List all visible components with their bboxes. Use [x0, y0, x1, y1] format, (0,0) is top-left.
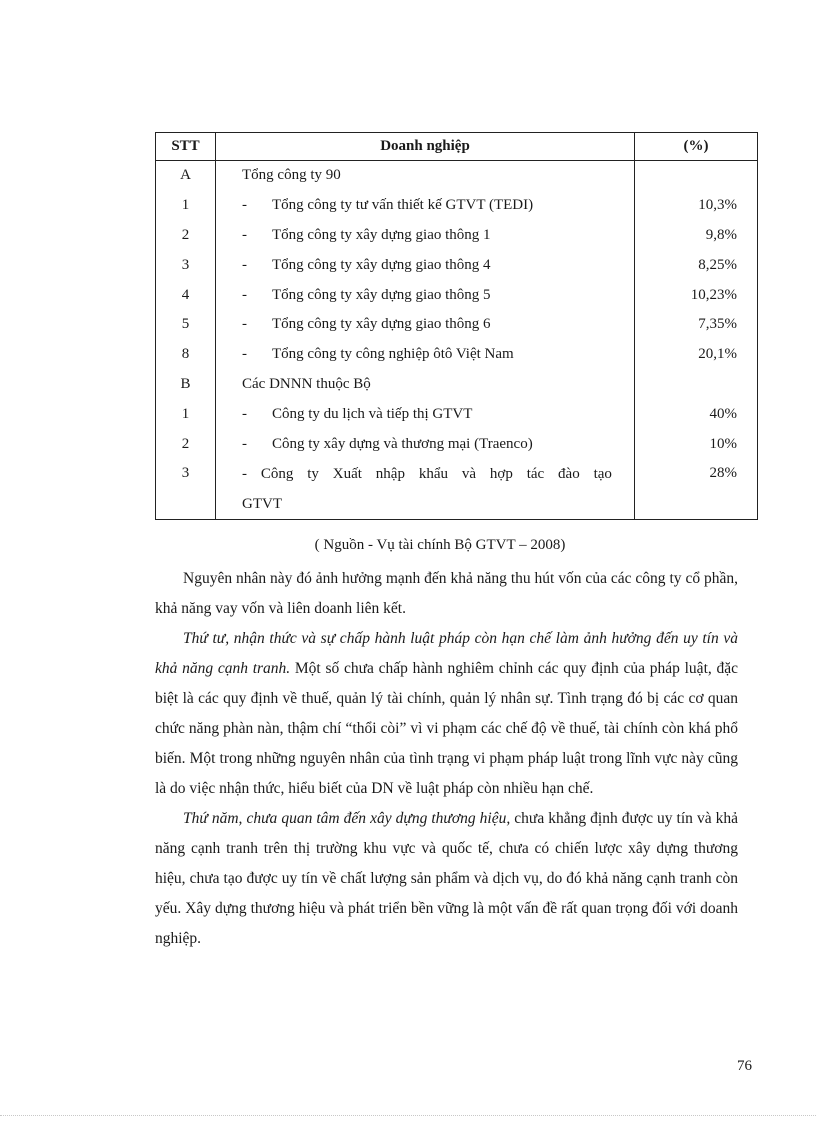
name-word: khẩu [418, 465, 448, 482]
row-stt: 2 [156, 221, 216, 251]
section-row-a [156, 161, 758, 191]
row-dash: - [242, 316, 247, 333]
row-stt: 1 [156, 399, 216, 429]
row-percent: 10,3% [635, 191, 758, 221]
row-percent: 8,25% [635, 250, 758, 280]
row-name-text: Tổng công ty xây dựng giao thông 1 [272, 226, 491, 243]
table-row [156, 429, 758, 459]
paragraph-2 [155, 624, 738, 804]
row-name-text: Công ty xây dựng và thương mại (Traenco) [272, 435, 533, 452]
row-name [216, 221, 635, 251]
row-percent: 10% [635, 429, 758, 459]
paragraph-3-lead: Thứ năm, chưa quan tâm đến xây dựng thương hiệu, [183, 810, 511, 827]
row-name [216, 250, 635, 280]
page-number: 76 [737, 1058, 752, 1074]
row-stt: 8 [156, 340, 216, 370]
row-name [216, 191, 635, 221]
row-name-line1 [242, 459, 634, 489]
row-name [216, 459, 635, 520]
row-name [216, 280, 635, 310]
row-name-text: Tổng công ty công nghiệp ôtô Việt Nam [272, 346, 514, 363]
paragraph-1: Nguyên nhân này đó ảnh hưởng mạnh đến khả năng thu hút vốn của các công ty cổ phần, khả năng vay vốn và liên doanh liên kết. [155, 570, 738, 617]
row-dash: - [242, 197, 247, 214]
name-word: tạo [593, 465, 612, 482]
row-percent: 28% [635, 459, 758, 520]
name-word: ty [307, 465, 319, 482]
row-dash: - [242, 286, 247, 303]
row-name-text: Tổng công ty xây dựng giao thông 5 [272, 286, 491, 303]
row-stt: 2 [156, 429, 216, 459]
table-row [156, 191, 758, 221]
header-stt: STT [156, 133, 216, 161]
paragraph-2-lead: Thứ tư, nhận thức và sự chấp hành luật pháp còn hạn chế làm ảnh hưởng đến uy tín và khả năng cạnh tranh. [155, 630, 738, 677]
paragraph-3 [155, 804, 738, 954]
paragraph-3-body: chưa khẳng định được uy tín và khả năng cạnh tranh trên thị trường khu vực và quốc tế, chưa có chiến lược xây dựng thương hiệu, chưa tạo được uy tín về chất lượng sản phẩm và dịch vụ, do đó khả năng cạnh tranh còn yếu. Xây dựng thương hiệu và phát triển bền vững là một vấn đề rất quan trọng đối với doanh nghiệp. [155, 810, 738, 947]
table-row [156, 250, 758, 280]
section-a-title: Tổng công ty 90 [216, 161, 635, 191]
row-stt: 3 [156, 459, 216, 520]
row-name [216, 310, 635, 340]
row-name-text: Tổng công ty xây dựng giao thông 4 [272, 256, 491, 273]
paragraph-2-body: Một số chưa chấp hành nghiêm chỉnh các quy định của pháp luật, đặc biệt là các quy định về thuế, quản lý tài chính, quản lý nhân sự. Tình trạng đó bị các cơ quan chức năng phàn nàn, thậm chí “thổi còi” vì vi phạm các chế độ về thuế, tài chính còn khá phổ biến. Một trong những nguyên nhân của tình trạng vi phạm pháp luật trong lĩnh vực này cũng là do việc nhận thức, hiểu biết của DN về luật pháp còn nhiều hạn chế. [155, 660, 738, 797]
row-name-text: Công ty du lịch và tiếp thị GTVT [272, 405, 473, 422]
name-word: và [461, 465, 477, 482]
name-word: Xuất [332, 465, 362, 482]
row-stt: 3 [156, 250, 216, 280]
row-dash: - [242, 465, 247, 482]
row-dash: - [242, 405, 247, 422]
row-dash: - [242, 346, 247, 363]
table-row [156, 221, 758, 251]
row-dash: - [242, 435, 247, 452]
table-row [156, 340, 758, 370]
row-name-text: Tổng công ty xây dựng giao thông 6 [272, 316, 491, 333]
table-row [156, 310, 758, 340]
row-percent: 9,8% [635, 221, 758, 251]
table-row [156, 280, 758, 310]
row-stt: 1 [156, 191, 216, 221]
section-a-label: A [156, 161, 216, 191]
row-name [216, 429, 635, 459]
row-name-line2: GTVT [242, 495, 282, 512]
row-name-text: Tổng công ty tư vấn thiết kế GTVT (TEDI) [272, 197, 534, 214]
header-enterprise: Doanh nghiệp [216, 133, 635, 161]
row-name [216, 399, 635, 429]
table-source: ( Nguồn - Vụ tài chính Bộ GTVT – 2008) [314, 537, 566, 553]
table-header-row [156, 133, 758, 161]
section-row-b [156, 370, 758, 400]
name-word: tác [526, 465, 545, 482]
name-word: đào [558, 465, 580, 482]
table-row [156, 399, 758, 429]
table-row [156, 459, 758, 520]
section-b-label: B [156, 370, 216, 400]
row-stt: 5 [156, 310, 216, 340]
name-word: nhập [375, 465, 405, 482]
name-word: hợp [489, 465, 513, 482]
row-dash: - [242, 226, 247, 243]
row-percent: 10,23% [635, 280, 758, 310]
row-dash: - [242, 256, 247, 273]
enterprise-table [155, 132, 758, 520]
row-percent: 7,35% [635, 310, 758, 340]
row-percent: 40% [635, 399, 758, 429]
header-percent: (%) [635, 133, 758, 161]
page-bottom-divider [0, 1115, 816, 1116]
row-percent: 20,1% [635, 340, 758, 370]
section-b-title: Các DNNN thuộc Bộ [216, 370, 635, 400]
row-stt: 4 [156, 280, 216, 310]
name-word: Công [260, 465, 294, 482]
body-text [155, 564, 738, 954]
row-name [216, 340, 635, 370]
